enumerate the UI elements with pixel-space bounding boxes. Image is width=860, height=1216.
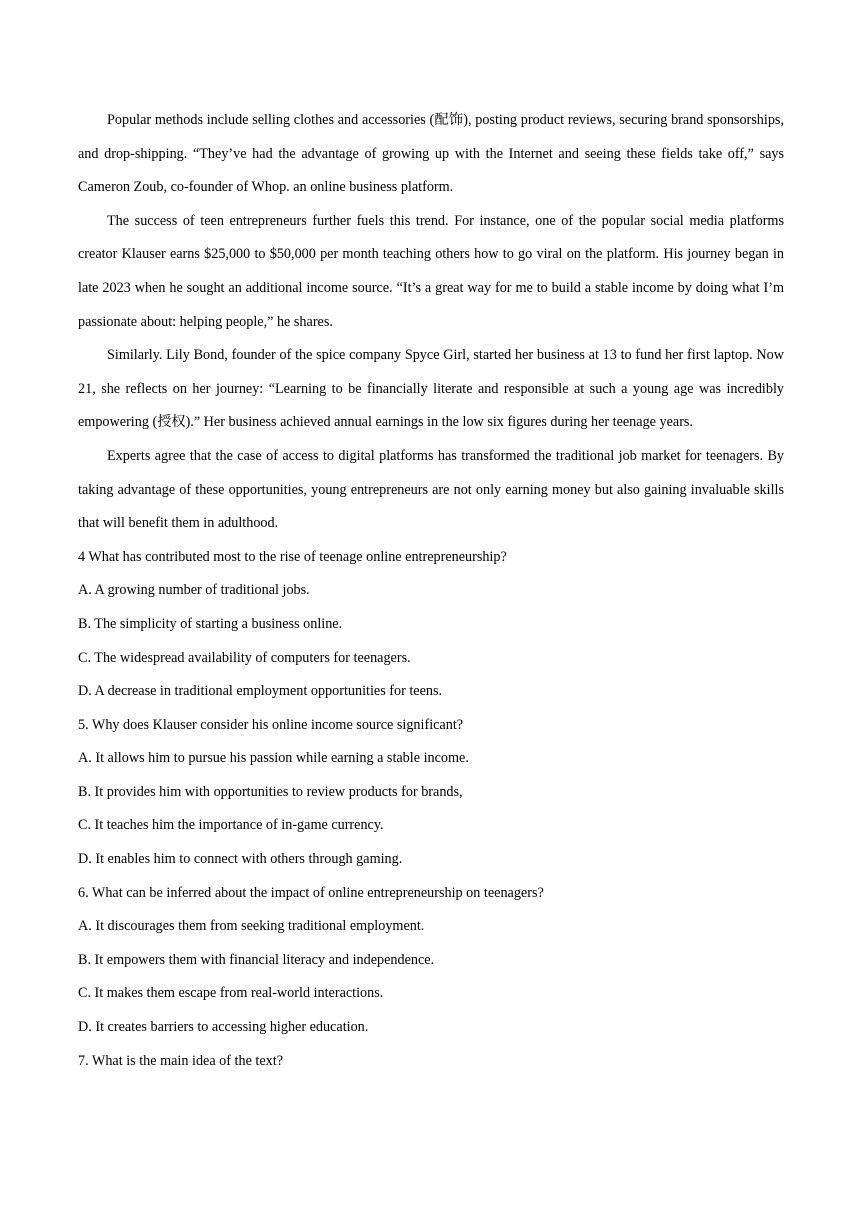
answer-option: C. It teaches him the importance of in-game currency. [78, 817, 384, 834]
document-page [78, 104, 784, 1078]
passage-paragraph-1: Popular methods include selling clothes and accessories (配饰), posting product reviews, securing brand sponsorships, and drop-shipping. “They’ve had the advantage of growing up with the Internet and seeing these fields take off,” says Cameron Zoub, co-founder of Whop. an online business platform. [78, 112, 784, 196]
question-4 [78, 541, 784, 709]
answer-option: A. A growing number of traditional jobs. [78, 582, 310, 599]
question-stem: 4 What has contributed most to the rise of teenage online entrepreneurship? [78, 548, 507, 565]
question-stem: 5. Why does Klauser consider his online income source significant? [78, 716, 464, 733]
answer-option: A. It discourages them from seeking traditional employment. [78, 918, 425, 935]
answer-option: A. It allows him to pursue his passion while earning a stable income. [78, 750, 469, 767]
answer-option: C. It makes them escape from real-world interactions. [78, 985, 384, 1002]
passage-paragraph-4: Experts agree that the case of access to digital platforms has transformed the traditional job market for teenagers. By taking advantage of these opportunities, young entrepreneurs are not only earning money but also gaining invaluable skills that will benefit them in adulthood. [78, 447, 784, 532]
answer-option: B. It provides him with opportunities to review products for brands, [78, 783, 463, 800]
passage-paragraph-2: The success of teen entrepreneurs further fuels this trend. For instance, one of the popular social media platforms creator Klauser earns $25,000 to $50,000 per month teaching others how to go viral on the platform. His journey began in late 2023 when he sought an additional income source. “It’s a great way for me to build a stable income by doing what I’m passionate about: helping people,” he shares. [78, 212, 784, 330]
answer-option: D. A decrease in traditional employment opportunities for teens. [78, 683, 443, 700]
answer-option: B. It empowers them with financial literacy and independence. [78, 951, 435, 968]
question-5 [78, 709, 784, 877]
answer-option: C. The widespread availability of computers for teenagers. [78, 649, 411, 666]
answer-option: D. It enables him to connect with others through gaming. [78, 851, 403, 868]
passage-paragraph-3: Similarly. Lily Bond, founder of the spice company Spyce Girl, started her business at 13 to fund her first laptop. Now 21, she reflects on her journey: “Learning to be financially literate and responsible at such a young age was incredibly empowering (授权).” Her business achieved annual earnings in the low six figures during her teenage years. [78, 347, 784, 431]
answer-option: D. It creates barriers to accessing higher education. [78, 1019, 369, 1036]
question-7 [78, 1045, 784, 1079]
question-6 [78, 877, 784, 1045]
question-stem: 6. What can be inferred about the impact of online entrepreneurship on teenagers? [78, 884, 544, 901]
question-stem: 7. What is the main idea of the text? [78, 1052, 283, 1069]
answer-option: B. The simplicity of starting a business online. [78, 615, 343, 632]
